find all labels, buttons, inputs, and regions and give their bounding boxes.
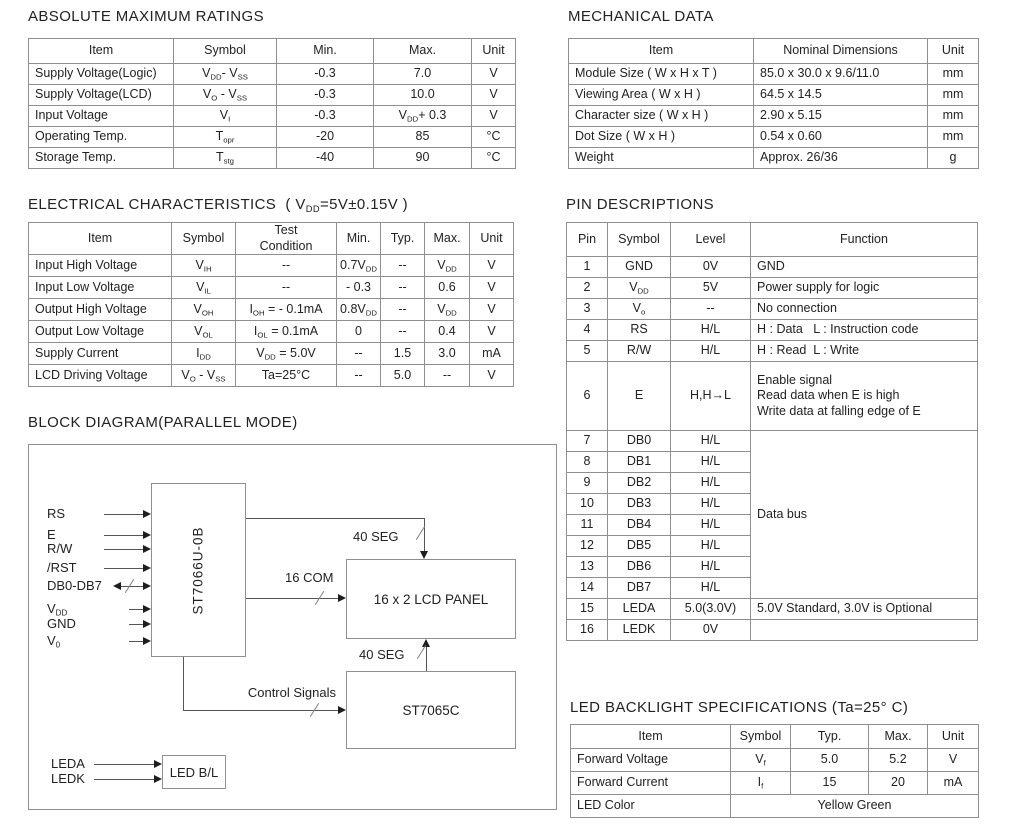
cell: -- (381, 299, 425, 321)
cell: 5.0(3.0V) (671, 599, 751, 620)
column-header: Unit (472, 39, 516, 64)
cell: 7 (567, 431, 608, 452)
cell: 64.5 x 14.5 (754, 85, 928, 106)
arrow-right-icon (154, 775, 162, 783)
cell: 85 (374, 127, 472, 148)
cell: $I_{OH}$ = - 0.1mA (236, 299, 337, 321)
control-signals-label: Control Signals (247, 685, 336, 700)
cell: GND (751, 257, 978, 278)
cell: $V_{OL}$ (172, 321, 236, 343)
signal-label-e: E (47, 527, 56, 542)
cell: $0.7V_{DD}$ (337, 255, 381, 277)
cell: LEDA (608, 599, 671, 620)
arrow-right-icon (338, 706, 346, 714)
cell: V (472, 85, 516, 106)
cell: DB1 (608, 452, 671, 473)
header-row (29, 223, 514, 255)
arrow-right-icon (143, 637, 151, 645)
cell: 12 (567, 536, 608, 557)
cell: Dot Size ( W x H ) (569, 127, 754, 148)
cell: LEDK (608, 620, 671, 641)
seg-bottom-label: 40 SEG (359, 647, 405, 662)
cell: $I_{DD}$ (172, 343, 236, 365)
led-backlight-box-label: LED B/L (169, 764, 219, 780)
cell: -- (337, 343, 381, 365)
cell: Output High Voltage (29, 299, 172, 321)
cell: -- (425, 365, 470, 387)
column-header: Item (571, 725, 731, 749)
cell: 15 (791, 772, 869, 795)
cell: -- (671, 299, 751, 320)
cell: DB7 (608, 578, 671, 599)
cell: Character size ( W x H ) (569, 106, 754, 127)
bus-slash-icon (417, 645, 426, 659)
arrow-down-icon (420, 551, 428, 559)
cell: H/L (671, 494, 751, 515)
cell: Forward Voltage (571, 749, 731, 772)
cell: mA (470, 343, 514, 365)
cell: Enable signal Read data when E is high Write data at falling edge of E (751, 362, 978, 431)
cell: -- (381, 255, 425, 277)
cell: H : Data L : Instruction code (751, 320, 978, 341)
cell: $V_o$ (608, 299, 671, 320)
cell: $V_{DD}$ (608, 278, 671, 299)
table-row (569, 127, 979, 148)
arrow-right-icon (143, 545, 151, 553)
signal-line (104, 514, 143, 515)
signal-label-rst: /RST (47, 560, 77, 575)
cell: -0.3 (277, 106, 374, 127)
table-row (569, 85, 979, 106)
signal-line (104, 535, 143, 536)
led-backlight-box (162, 755, 226, 789)
table-row (567, 599, 978, 620)
cell: GND (608, 257, 671, 278)
arrow-right-icon (143, 605, 151, 613)
table-row (29, 299, 514, 321)
cell: $T_{stg}$ (174, 148, 277, 169)
cell: $V_{DD}+ 0.3$ (374, 106, 472, 127)
com-line (246, 598, 338, 599)
cell: 5.0 (381, 365, 425, 387)
column-header: Symbol (174, 39, 277, 64)
arrow-right-icon (143, 582, 151, 590)
cell: Viewing Area ( W x H ) (569, 85, 754, 106)
table-row (569, 148, 979, 169)
header-row (569, 39, 979, 64)
cell: -0.3 (277, 85, 374, 106)
st7066u-chip-label: ST7066U-0B (190, 525, 206, 615)
cell: 4 (567, 320, 608, 341)
cell: 10.0 (374, 85, 472, 106)
cell: Yellow Green (731, 795, 979, 818)
signal-label-ledk: LEDK (51, 771, 85, 786)
cell: 1.5 (381, 343, 425, 365)
cell: $V_{IH}$ (172, 255, 236, 277)
cell: 3 (567, 299, 608, 320)
column-header: Min. (337, 223, 381, 255)
table-row (29, 343, 514, 365)
cell: mm (928, 85, 979, 106)
arrow-right-icon (143, 620, 151, 628)
cell: H/L (671, 473, 751, 494)
cell: E (608, 362, 671, 431)
cell: 20 (869, 772, 928, 795)
table-row (29, 365, 514, 387)
signal-label-gnd: GND (47, 616, 76, 631)
st7065c-driver-label: ST7065C (402, 702, 460, 718)
cell: mm (928, 106, 979, 127)
cell: Input Voltage (29, 106, 174, 127)
table-row (569, 64, 979, 85)
cell: $I_{OL} = 0.1mA$ (236, 321, 337, 343)
cell: -- (381, 321, 425, 343)
cell: 5.2 (869, 749, 928, 772)
signal-line (129, 641, 143, 642)
signal-label-rw: R/W (47, 541, 73, 556)
cell: $I_f$ (731, 772, 791, 795)
column-header: Symbol (172, 223, 236, 255)
column-header: Unit (470, 223, 514, 255)
cell: 7.0 (374, 64, 472, 85)
cell: -- (381, 277, 425, 299)
column-header: Typ. (381, 223, 425, 255)
cell: $V_{DD}$ (425, 255, 470, 277)
cell: °C (472, 127, 516, 148)
table-row (567, 341, 978, 362)
cell: H/L (671, 536, 751, 557)
table-row (29, 127, 516, 148)
block-diagram (28, 444, 557, 810)
column-header: Max. (374, 39, 472, 64)
arrow-right-icon (143, 564, 151, 572)
st7065c-driver-box (346, 671, 516, 749)
arrow-right-icon (154, 760, 162, 768)
cell: Storage Temp. (29, 148, 174, 169)
cell: Output Low Voltage (29, 321, 172, 343)
column-header: Symbol (731, 725, 791, 749)
cell: Power supply for logic (751, 278, 978, 299)
column-header: Item (29, 223, 172, 255)
st7066u-chip-box (151, 483, 246, 657)
cell: DB0 (608, 431, 671, 452)
cell: Approx. 26/36 (754, 148, 928, 169)
cell: 16 (567, 620, 608, 641)
cell: Module Size ( W x H x T ) (569, 64, 754, 85)
cell: H/L (671, 341, 751, 362)
table-row (571, 749, 979, 772)
section-title-electrical-characteristics: ELECTRICAL CHARACTERISTICS ( $V_{DD}=5V\pm 0.15V$ ) (28, 196, 409, 214)
table-row (29, 321, 514, 343)
header-row (571, 725, 979, 749)
signal-line (129, 609, 143, 610)
cell: 0.6 (425, 277, 470, 299)
cell: Forward Current (571, 772, 731, 795)
cell: V (470, 255, 514, 277)
table-row (567, 431, 978, 452)
cell: 10 (567, 494, 608, 515)
section-title-pin-descriptions: PIN DESCRIPTIONS (566, 196, 715, 213)
arrow-left-icon (113, 582, 121, 590)
seg-top-label: 40 SEG (353, 529, 399, 544)
cell: RS (608, 320, 671, 341)
cell: Data bus (751, 431, 978, 599)
signal-line (129, 624, 143, 625)
cell: H/L (671, 320, 751, 341)
cell: H/L (671, 515, 751, 536)
signal-line (94, 779, 154, 780)
cell: V (928, 749, 979, 772)
section-title-block-diagram: BLOCK DIAGRAM(PARALLEL MODE) (28, 414, 298, 431)
cell: DB2 (608, 473, 671, 494)
cell: 3.0 (425, 343, 470, 365)
cell: 90 (374, 148, 472, 169)
cell: Supply Voltage(Logic) (29, 64, 174, 85)
cell: V (472, 106, 516, 127)
cell: $T_{opr}$ (174, 127, 277, 148)
cell: -- (337, 365, 381, 387)
cell: 0V (671, 257, 751, 278)
cell: LCD Driving Voltage (29, 365, 172, 387)
cell: 9 (567, 473, 608, 494)
column-header: Pin (567, 223, 608, 257)
cell: 5.0V Standard, 3.0V is Optional (751, 599, 978, 620)
table-row (571, 772, 979, 795)
electrical-characteristics-table (28, 222, 514, 387)
signal-line (104, 549, 143, 550)
signal-line (104, 568, 143, 569)
cell: 13 (567, 557, 608, 578)
cell: $V_{OH}$ (172, 299, 236, 321)
com-label: 16 COM (285, 570, 334, 585)
signal-label-leda: LEDA (51, 756, 85, 771)
cell: V (470, 277, 514, 299)
cell: -40 (277, 148, 374, 169)
table-row (571, 795, 979, 818)
column-header: Symbol (608, 223, 671, 257)
cell: $0.8V_{DD}$ (337, 299, 381, 321)
cell: 15 (567, 599, 608, 620)
cell: 2.90 x 5.15 (754, 106, 928, 127)
led-backlight-table (570, 724, 979, 818)
cell: -- (236, 277, 337, 299)
cell: 0V (671, 620, 751, 641)
lcd-panel-box (346, 559, 516, 639)
cell: -0.3 (277, 64, 374, 85)
cell: V (472, 64, 516, 85)
cell: 85.0 x 30.0 x 9.6/11.0 (754, 64, 928, 85)
column-header: Test Condition (236, 223, 337, 255)
pin-descriptions-table (566, 222, 978, 641)
column-header: Min. (277, 39, 374, 64)
column-header: Unit (928, 39, 979, 64)
cell: R/W (608, 341, 671, 362)
column-header: Max. (425, 223, 470, 255)
cell: V (470, 299, 514, 321)
cell: - 0.3 (337, 277, 381, 299)
cell: DB6 (608, 557, 671, 578)
table-row (29, 85, 516, 106)
section-title-led-backlight: LED BACKLIGHT SPECIFICATIONS (Ta=25° C) (570, 699, 909, 716)
cell: LED Color (571, 795, 731, 818)
cell: $V_{DD} = 5.0V$ (236, 343, 337, 365)
signal-line (121, 586, 143, 587)
seg-top-line (246, 518, 425, 519)
arrow-right-icon (338, 594, 346, 602)
signal-label-db0-db7: DB0-DB7 (47, 578, 102, 593)
column-header: Level (671, 223, 751, 257)
cell: 2 (567, 278, 608, 299)
control-line (183, 657, 184, 710)
cell: mm (928, 127, 979, 148)
signal-line (94, 764, 154, 765)
cell: H/L (671, 578, 751, 599)
table-row (29, 106, 516, 127)
cell: DB3 (608, 494, 671, 515)
signal-label-v0: $V_0$ (47, 633, 61, 650)
table-row (29, 148, 516, 169)
cell: $V_{DD}-$ $V_{SS}$ (174, 64, 277, 85)
cell: DB5 (608, 536, 671, 557)
table-row (29, 64, 516, 85)
header-row (29, 39, 516, 64)
cell: 0 (337, 321, 381, 343)
cell: -- (236, 255, 337, 277)
cell: $V_{IL}$ (172, 277, 236, 299)
column-header: Item (29, 39, 174, 64)
table-row (567, 278, 978, 299)
cell: mA (928, 772, 979, 795)
cell: V (470, 365, 514, 387)
section-title-mechanical-data: MECHANICAL DATA (568, 8, 714, 25)
cell: 14 (567, 578, 608, 599)
cell: H/L (671, 452, 751, 473)
signal-label-vdd: $V_{DD}$ (47, 601, 68, 618)
cell: 0.4 (425, 321, 470, 343)
cell (751, 620, 978, 641)
arrow-right-icon (143, 531, 151, 539)
arrow-right-icon (143, 510, 151, 518)
column-header: Nominal Dimensions (754, 39, 928, 64)
table-row (569, 106, 979, 127)
cell: 5.0 (791, 749, 869, 772)
cell: DB4 (608, 515, 671, 536)
signal-label-rs: RS (47, 506, 66, 521)
table-row (29, 277, 514, 299)
cell: Supply Current (29, 343, 172, 365)
cell: No connection (751, 299, 978, 320)
seg-top-line (424, 518, 425, 551)
cell: g (928, 148, 979, 169)
cell: -20 (277, 127, 374, 148)
seg-bottom-line (426, 645, 427, 671)
cell: 5 (567, 341, 608, 362)
table-row (567, 257, 978, 278)
cell: 8 (567, 452, 608, 473)
mechanical-data-table (568, 38, 979, 169)
cell: $V_f$ (731, 749, 791, 772)
cell: H,H→L (671, 362, 751, 431)
cell: $V_O - V_{SS}$ (172, 365, 236, 387)
cell: mm (928, 64, 979, 85)
cell: V (470, 321, 514, 343)
column-header: Max. (869, 725, 928, 749)
cell: $V_{DD}$ (425, 299, 470, 321)
cell: 0.54 x 0.60 (754, 127, 928, 148)
column-header: Typ. (791, 725, 869, 749)
section-title-absolute-maximum-ratings: ABSOLUTE MAXIMUM RATINGS (28, 8, 265, 25)
table-row (567, 620, 978, 641)
column-header: Unit (928, 725, 979, 749)
cell: 11 (567, 515, 608, 536)
cell: Supply Voltage(LCD) (29, 85, 174, 106)
cell: Input High Voltage (29, 255, 172, 277)
cell: 1 (567, 257, 608, 278)
table-row (29, 255, 514, 277)
cell: 5V (671, 278, 751, 299)
cell: H/L (671, 557, 751, 578)
column-header: Function (751, 223, 978, 257)
column-header: Item (569, 39, 754, 64)
lcd-panel-label: 16 x 2 LCD PANEL (373, 591, 489, 607)
cell: Weight (569, 148, 754, 169)
cell: °C (472, 148, 516, 169)
cell: Input Low Voltage (29, 277, 172, 299)
cell: Ta=25°C (236, 365, 337, 387)
table-row (567, 362, 978, 431)
cell: H/L (671, 431, 751, 452)
table-row (567, 320, 978, 341)
cell: 6 (567, 362, 608, 431)
absolute-maximum-ratings-table (28, 38, 516, 169)
cell: Operating Temp. (29, 127, 174, 148)
header-row (567, 223, 978, 257)
cell: $V_I$ (174, 106, 277, 127)
table-row (567, 299, 978, 320)
cell: $V_O - V_{SS}$ (174, 85, 277, 106)
cell: H : Read L : Write (751, 341, 978, 362)
